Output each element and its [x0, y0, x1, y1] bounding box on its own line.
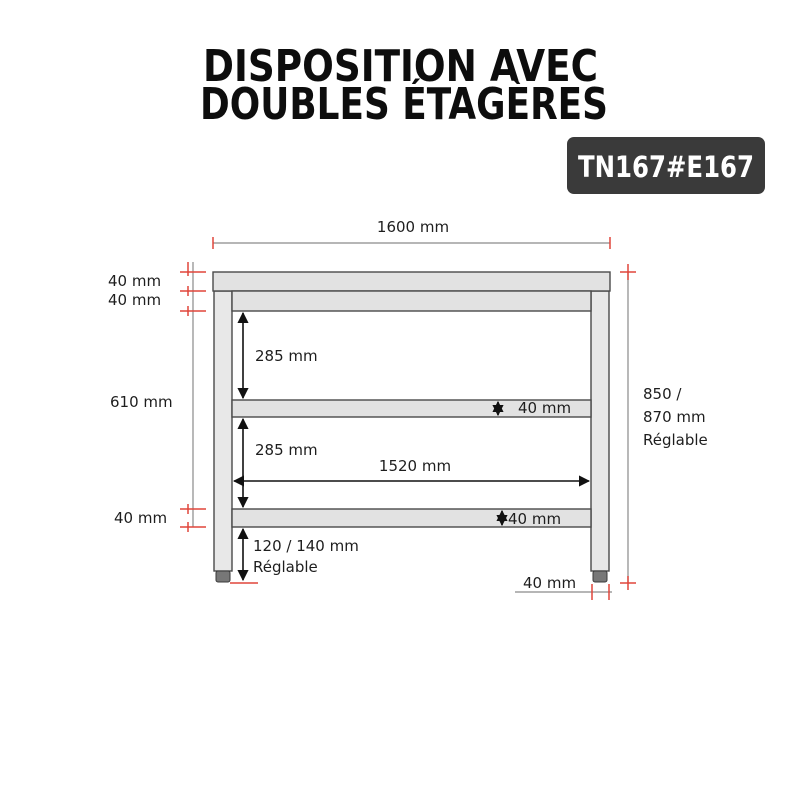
right-foot — [593, 571, 607, 582]
inner-height-label: 610 mm — [110, 393, 173, 411]
bottom-shelf-thickness-label: 40 mm — [508, 510, 562, 528]
bottom-shelf-left-label: 40 mm — [114, 509, 168, 527]
total-height-dimension — [620, 264, 708, 590]
title-line-1: DISPOSITION AVEC — [203, 41, 598, 92]
inner-width-label: 1520 mm — [378, 457, 452, 475]
foot-height-label: 120 / 140 mm — [253, 537, 359, 555]
right-leg — [591, 291, 609, 571]
model-badge — [567, 137, 765, 194]
total-height-label-line-2: 870 mm — [643, 408, 706, 426]
tabletop — [213, 272, 610, 291]
left-height-dimensions — [108, 262, 206, 532]
badge-label: TN167#E167 — [578, 150, 754, 184]
inner-dimensions — [230, 313, 589, 583]
shelf-gap-lower-label: 285 mm — [255, 441, 318, 459]
frame-height-label: 40 mm — [108, 291, 162, 309]
shelf-gap-upper-label: 285 mm — [255, 347, 318, 365]
leg-width-label: 40 mm — [523, 574, 577, 592]
total-width-dimension — [213, 218, 610, 249]
total-height-label-line-1: 850 / — [643, 385, 682, 403]
total-height-adjustable-label: Réglable — [643, 431, 708, 449]
middle-shelf-thickness-label: 40 mm — [518, 399, 572, 417]
title-line-2: DOUBLES ÉTAGÈRES — [200, 79, 701, 130]
top-frame — [232, 291, 591, 311]
total-width-label: 1600 mm — [376, 218, 450, 236]
foot-adjustable-label: Réglable — [253, 558, 318, 576]
left-leg — [214, 291, 232, 571]
top-thickness-label: 40 mm — [108, 272, 162, 290]
left-foot — [216, 571, 230, 582]
table-structure — [213, 272, 610, 582]
